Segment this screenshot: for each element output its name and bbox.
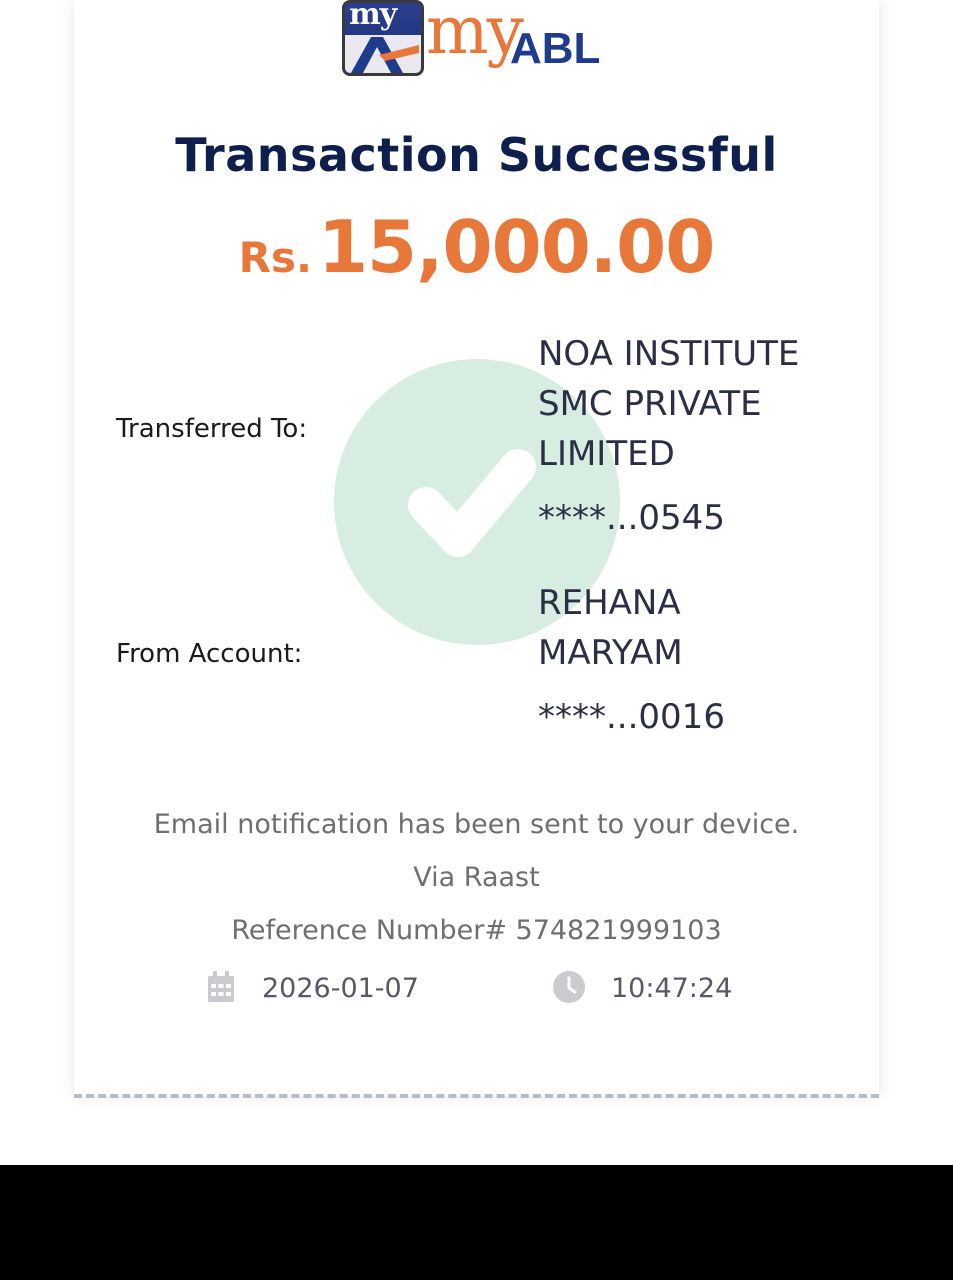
logo-mark bbox=[345, 35, 421, 75]
via-text: Via Raast bbox=[413, 862, 540, 893]
transferred-to-name-line: LIMITED bbox=[538, 434, 675, 474]
transferred-to-name-line: SMC PRIVATE bbox=[538, 384, 762, 424]
from-account-number: ****...0016 bbox=[538, 697, 725, 737]
receipt-tear-edge bbox=[74, 1094, 879, 1098]
email-notification-text: Email notification has been sent to your device. bbox=[153, 809, 800, 840]
transferred-to-label: Transferred To: bbox=[116, 414, 308, 444]
time-value: 10:47:24 bbox=[611, 973, 733, 1004]
abl-a-mark-icon bbox=[345, 35, 421, 75]
clock-icon bbox=[552, 970, 586, 1004]
page-title: Transaction Successful bbox=[175, 128, 778, 182]
from-account-name-line: REHANA bbox=[538, 583, 681, 623]
from-account-name bbox=[538, 578, 838, 678]
logo-badge-text: my bbox=[349, 0, 397, 32]
currency-label: Rs. bbox=[238, 233, 312, 282]
transaction-date bbox=[206, 968, 446, 1012]
from-account-name-line: MARYAM bbox=[538, 633, 683, 673]
calendar-icon bbox=[206, 970, 236, 1004]
from-account-label: From Account: bbox=[116, 639, 303, 669]
logo-brand-abl: ABL bbox=[510, 24, 601, 73]
transferred-to-account: ****...0545 bbox=[538, 498, 725, 538]
reference-number: Reference Number# 574821999103 bbox=[231, 915, 722, 946]
myabl-logo bbox=[340, 0, 615, 90]
amount-value: 15,000.00 bbox=[317, 205, 715, 289]
logo-brand-my: my bbox=[426, 0, 522, 69]
bottom-black-bar bbox=[0, 1165, 953, 1280]
transferred-to-name-line: NOA INSTITUTE bbox=[538, 334, 800, 374]
transaction-time bbox=[552, 968, 742, 1012]
transferred-to-name bbox=[538, 329, 838, 479]
logo-badge bbox=[342, 0, 424, 76]
date-value: 2026-01-07 bbox=[262, 973, 419, 1004]
transaction-amount bbox=[0, 205, 953, 289]
